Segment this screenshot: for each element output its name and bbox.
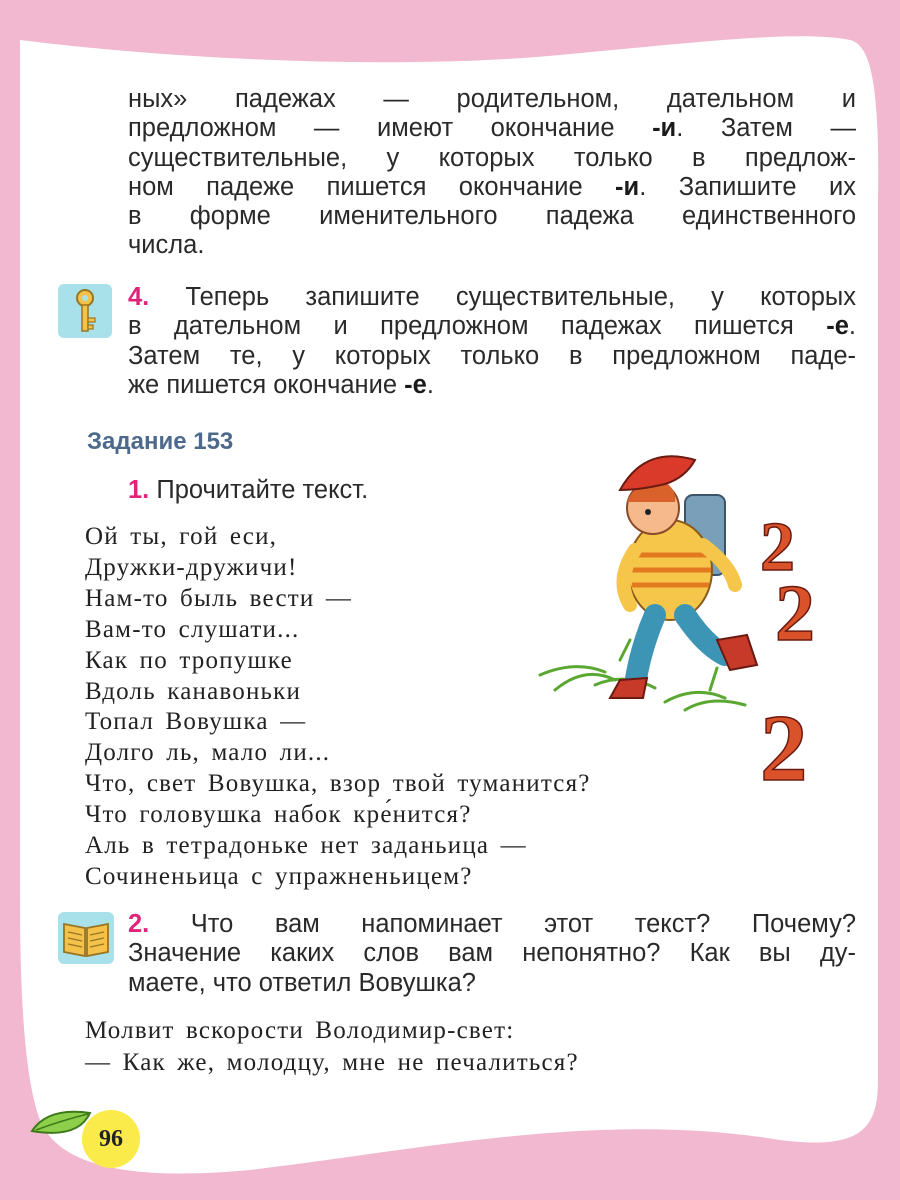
poem-line: Что головушка набок кре́нится? <box>85 801 472 829</box>
poem-line: Долго ль, мало ли... <box>85 739 331 767</box>
svg-text:2: 2 <box>775 570 815 658</box>
step-4-line-4: же пишется окончание -е. <box>128 370 434 399</box>
step-2-line-3: маете, что ответил Вовушка? <box>128 968 476 997</box>
book-icon <box>58 912 114 969</box>
step-1-number: 1. <box>128 476 150 504</box>
svg-text:2: 2 <box>760 695 808 800</box>
step-4-line-3: Затем те, у которых только в предложном паде- <box>128 341 856 370</box>
continuation-line-5: в форме именительного падежа единственного <box>128 202 856 231</box>
poem-line: Вам-то слушати... <box>85 615 300 643</box>
continuation-line-1: ных» падежах — родительном, дательном и <box>128 85 856 113</box>
svg-text:2: 2 <box>760 509 795 586</box>
page-number: 96 <box>82 1110 140 1168</box>
step-4-paragraph <box>128 283 856 400</box>
poem-line: Сочиненьица с упражненьицем? <box>85 862 473 890</box>
step-4-line-1: 4. Теперь запишите существительные, у которых <box>128 283 856 311</box>
poem-line: Что, свет Вовушка, взор твой туманится? <box>85 770 591 798</box>
key-icon <box>58 284 112 343</box>
step-1-text: Прочитайте текст. <box>156 476 369 504</box>
continuation-paragraph <box>128 85 856 261</box>
step-2-line-2: Значение каких слов вам непонятно? Как вы ду- <box>128 939 856 968</box>
step-1-instruction <box>128 476 368 505</box>
poem-line: Топал Вовушка — <box>85 708 307 736</box>
closing-line: Молвит вскорости Володимир-свет: <box>85 1017 515 1044</box>
step-2-paragraph <box>128 910 856 998</box>
poem-line: Нам-то быль вести — <box>85 584 353 612</box>
continuation-line-2: предложном — имеют окончание -и. Затем — <box>128 114 856 143</box>
ending-i: -и <box>615 172 640 201</box>
closing-line: — Как же, молодцу, мне не печалиться? <box>85 1049 579 1076</box>
poem-line: Дружки-дружичи! <box>85 553 298 581</box>
ending-e: -е <box>404 370 427 399</box>
poem-line: Как по тропушке <box>85 646 293 674</box>
continuation-line-4: ном падеже пишется окончание -и. Запишите их <box>128 172 856 201</box>
illustration-boy-with-twos <box>535 440 835 805</box>
task-title: Задание 153 <box>87 428 234 455</box>
continuation-line-3: существительные, у которых только в предлож- <box>128 143 856 172</box>
poem <box>85 522 591 893</box>
poem-line: Аль в тетрадоньке нет заданьица — <box>85 832 527 860</box>
continuation-line-6: числа. <box>128 231 205 260</box>
step-4-line-2: в дательном и предложном падежах пишется -е. <box>128 312 856 341</box>
ending-e: -е <box>826 312 849 341</box>
ending-i: -и <box>652 114 677 143</box>
poem-line: Вдоль канавоньки <box>85 677 302 705</box>
closing-text <box>85 1015 579 1079</box>
step-2-number: 2. <box>128 910 150 938</box>
step-4-number: 4. <box>128 283 150 311</box>
step-2-line-1: 2. Что вам напоминает этот текст? Почему? <box>128 910 857 938</box>
poem-line: Ой ты, гой еси, <box>85 523 278 550</box>
